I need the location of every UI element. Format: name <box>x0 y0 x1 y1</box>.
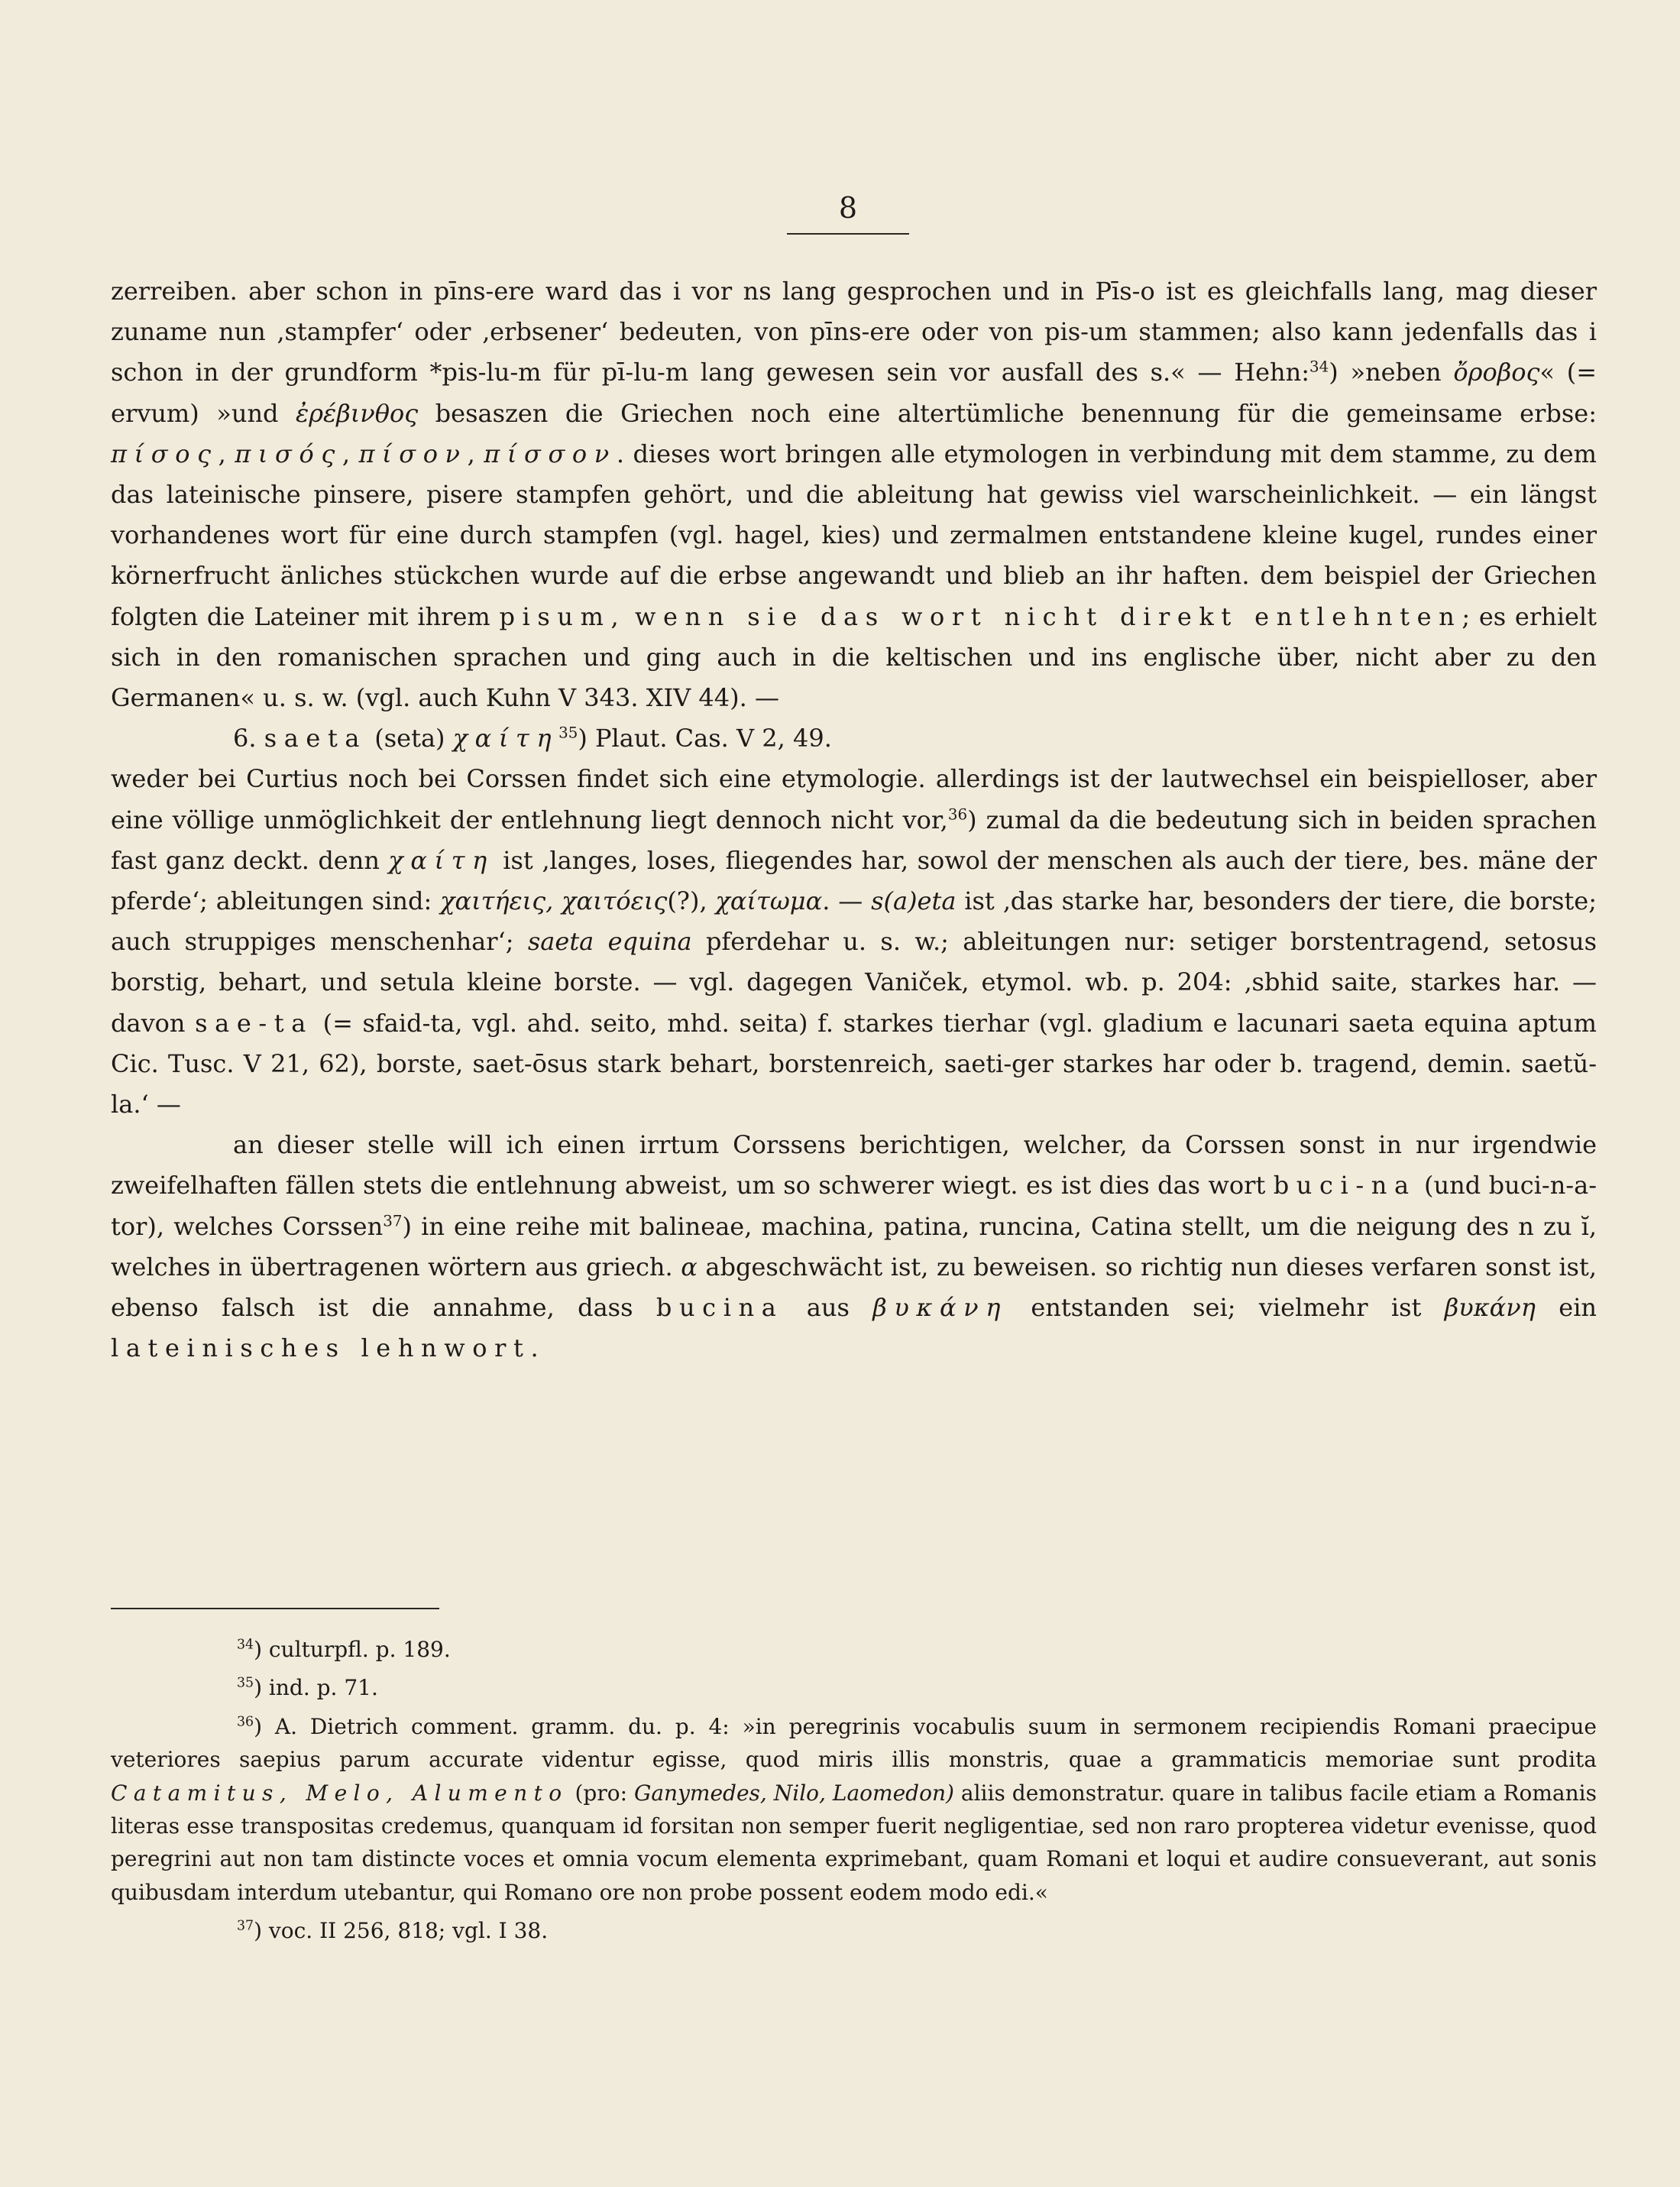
greek-word: χαιτήεις, <box>440 886 554 916</box>
footnote-36: $^{36}$) A. Dietrich comment. gramm. du. p. 4: »in peregrinis vocabulis suum in sermonem recipiendis Romani praecipue veteriores saepius parum accurate videntur egisse, quod miris illis monstris, quae a grammaticis memoriae sunt prodita Catamitus, Melo, Alumento (pro: Ganymedes, Nilo, Laomedon) aliis demonstratur. quare in talibus facile etiam a Romanis literas esse transpositas credemus, quanquam id forsitan non semper fuerit negligentiae, sed non raro propterea videtur evenisse, quod peregrini aut non tam distincte voces et omnia vocum elementa exprimebant, quam Romani et loqui et audire consueverant, aut sonis quibusdam interdum utebantur, qui Romano ore non probe possent eodem modo edi.« <box>111 1713 1597 1905</box>
paragraph-hehn: zerreiben. aber schon in pīns-ere ward das i vor ns lang gesprochen und in Pīs-o ist es gleichfalls lang, mag dieser zuname nun ‚stampfer‘ oder ‚erbsener‘ bedeuten, von pīns-ere oder von pis-um stammen; also kann jedenfalls das i schon in der grundform *pis-lu-m für pī-lu-m lang gewesen sein vor ausfall des s.« — Hehn:$^{34}$) »neben ὄροβος« (= ervum) »und ἐρέβινθος besaszen die Griechen noch eine altertümliche benennung für die gemeinsame erbse: πίσος, πισός, πίσον, πίσσον. dieses wort bringen alle etymologen in verbindung mit dem stamme, zu dem das lateinische pinsere, pisere stampfen gehört, und die ableitung hat gewiss viel warscheinlichkeit. — ein längst vorhandenes wort für eine durch stampfen (vgl. hagel, kies) und zermalmen entstandene kleine kugel, rundes einer körnerfrucht änliches stückchen wurde auf die erbse angewandt und blieb an ihr haften. dem beispiel der Griechen folgten die Lateiner mit ihrem pisum, wenn sie das wort nicht direkt entlehnten; es erhielt sich in den romanischen sprachen und ging auch in die keltischen und ins englische über, nicht aber zu den Germanen« u. s. w. (vgl. auch Kuhn V 343. XIV 44). — <box>111 277 1597 713</box>
greek-word: πίσσον <box>484 439 617 468</box>
main-text <box>111 271 1597 1369</box>
spaced-phrase: lateinisches lehnwort <box>111 1333 531 1363</box>
footnote-ref-34[interactable]: 34 <box>1309 358 1329 376</box>
footnote-names: Catamitus, Melo, Alumento <box>111 1780 568 1806</box>
greek-word: ὄροβος <box>1453 358 1540 387</box>
footnote-names-pro: Ganymedes, Nilo, Laomedon) <box>633 1780 954 1806</box>
greek-word: ἐρέβινθος <box>296 398 419 428</box>
footnote-ref-37[interactable]: 37 <box>383 1212 403 1230</box>
greek-word: χαίτη <box>452 724 559 753</box>
greek-letter: α <box>681 1252 698 1281</box>
greek-word: πίσος <box>111 439 218 468</box>
greek-word: πίσον <box>358 439 468 468</box>
greek-word: βυκάνη <box>872 1293 1008 1323</box>
footnote-37: $^{37}$) voc. II 256, 818; vgl. I 38. <box>237 1918 549 1944</box>
spaced-phrase: wenn sie das wort nicht direkt entlehnten <box>635 601 1462 631</box>
spaced-word: pisum, <box>499 601 626 631</box>
lemma: saeta <box>264 724 367 753</box>
page-number-rule <box>787 233 909 235</box>
paragraph-bucina: an dieser stelle will ich einen irrtum Corssens berichtigen, welcher, da Corssen sonst in nur irgendwie zweifelhaften fällen stets die entlehnung abweist, um so schwerer wiegt. es ist dies das wort buci-na (und buci-n-a-tor), welches Corssen$^{37}$) in eine reihe mit balineae, machina, patina, runcina, Catina stellt, um die neigung des n zu ĭ, welches in übertragenen wörtern aus griech. α abgeschwächt ist, zu beweisen. so richtig nun dieses verfaren sonst ist, ebenso falsch ist die annahme, dass bucina aus βυκάνη entstanden sei; vielmehr ist βυκάνη ein lateinisches lehnwort. <box>111 1130 1597 1363</box>
footnote-35: $^{35}$) ind. p. 71. <box>237 1675 378 1701</box>
entry-heading-saeta: 6. saeta (seta) χαίτη$^{35}$) Plaut. Cas. V 2, 49. <box>233 724 832 753</box>
page-number: 8 <box>838 191 858 225</box>
greek-word: χαίτωμα <box>715 886 823 916</box>
greek-word: βυκάνη <box>1444 1293 1536 1323</box>
greek-word: χαιτόεις <box>562 886 668 916</box>
greek-word: πισός <box>235 439 342 468</box>
spaced-word: sae-ta <box>195 1008 313 1038</box>
footnote-ref-36[interactable]: 36 <box>947 805 968 823</box>
footnote-ref-35[interactable]: 35 <box>558 724 578 742</box>
footnote-34: $^{34}$) culturpfl. p. 189. <box>237 1637 451 1662</box>
footnote-separator <box>111 1608 439 1609</box>
latin-phrase: saeta equina <box>527 927 692 957</box>
spaced-word: buci-na <box>1273 1171 1416 1200</box>
latin-word: s(a)eta <box>871 886 957 916</box>
paragraph-saeta: weder bei Curtius noch bei Corssen findet sich eine etymologie. allerdings ist der lautwechsel ein beispielloser, aber eine völlige unmöglichkeit der entlehnung liegt dennoch nicht vor,$^{36}$) zumal da die bedeutung sich in beiden sprachen fast ganz deckt. denn χαίτη ist ‚langes, loses, fliegendes har, sowol der menschen als auch der tiere, bes. mäne der pferde‘; ableitungen sind: χαιτήεις, χαιτόεις(?), χαίτωμα. — s(a)eta ist ‚das starke har, besonders der tiere, die borste; auch struppiges menschenhar‘; saeta equina pferdehar u. s. w.; ableitungen nur: setiger borstentragend, setosus borstig, behart, und setula kleine borste. — vgl. dagegen Vaniček, etymol. wb. p. 204: ‚sbhid saite, starkes har. — davon sae-ta (= sfaid-ta, vgl. ahd. seito, mhd. seita) f. starkes tierhar (vgl. gladium e lacunari saeta equina aptum Cic. Tusc. V 21, 62), borste, saet-ōsus stark behart, borstenreich, saeti-ger starkes har oder b. tragend, demin. saetŭ-la.‘ — <box>111 764 1597 1119</box>
footnotes <box>111 1633 1597 1948</box>
spaced-word: bucina <box>655 1293 784 1323</box>
greek-word: χαίτη <box>388 845 494 875</box>
